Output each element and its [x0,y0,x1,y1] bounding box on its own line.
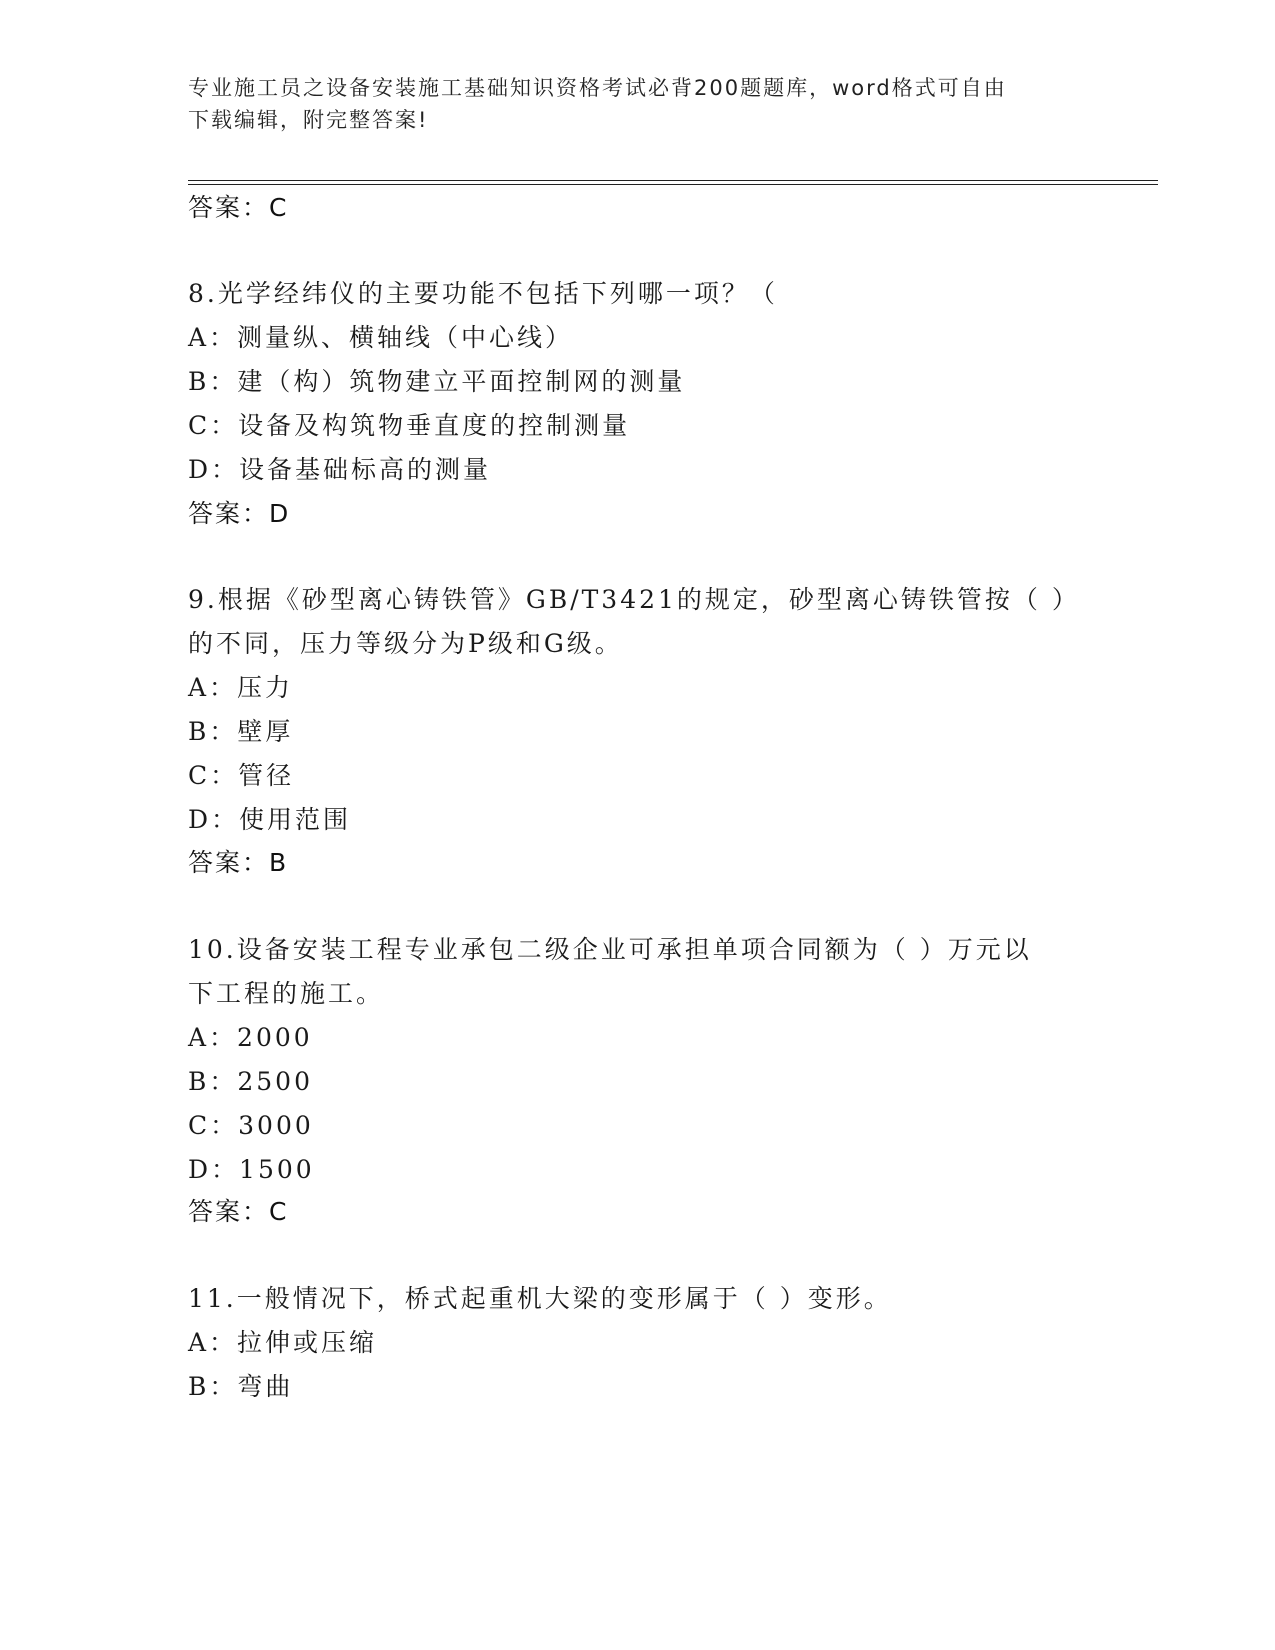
option-b: B：弯曲 [188,1372,294,1401]
previous-answer: 答案：C [188,193,289,222]
question-stem: 11.一般情况下，桥式起重机大梁的变形属于（ ）变形。 [188,1284,892,1313]
option-a: A：压力 [188,673,294,702]
answer: 答案：C [188,1197,289,1226]
option-c: C：设备及构筑物垂直度的控制测量 [188,411,631,440]
header-divider-bottom [188,184,1158,185]
option-b: B：建（构）筑物建立平面控制网的测量 [188,367,686,396]
header-divider-top [188,180,1158,181]
header-line-1: 专业施工员之设备安装施工基础知识资格考试必背200题题库，word格式可自由 [188,76,1007,100]
option-c: C：3000 [188,1111,314,1140]
document-header [188,72,1088,136]
question-stem-continued: 下工程的施工。 [188,979,385,1008]
answer: 答案：D [188,499,291,528]
option-a: A：2000 [188,1023,313,1052]
option-a: A：拉伸或压缩 [188,1328,378,1357]
header-line-2: 下载编辑，附完整答案! [188,108,429,132]
question-stem-continued: 的不同，压力等级分为P级和G级。 [188,629,623,658]
question-stem: 10.设备安装工程专业承包二级企业可承担单项合同额为（ ）万元以 [188,935,1032,964]
option-c: C：管径 [188,761,295,790]
answer: 答案：B [188,848,289,877]
option-d: D：1500 [188,1155,315,1184]
option-b: B：2500 [188,1067,313,1096]
option-a: A：测量纵、横轴线（中心线） [188,323,574,352]
option-b: B：壁厚 [188,717,294,746]
question-stem: 8.光学经纬仪的主要功能不包括下列哪一项？（ [188,279,778,308]
question-stem: 9.根据《砂型离心铸铁管》GB/T3421的规定，砂型离心铸铁管按（ ） [188,585,1080,614]
option-d: D：使用范围 [188,805,352,834]
option-d: D：设备基础标高的测量 [188,455,492,484]
